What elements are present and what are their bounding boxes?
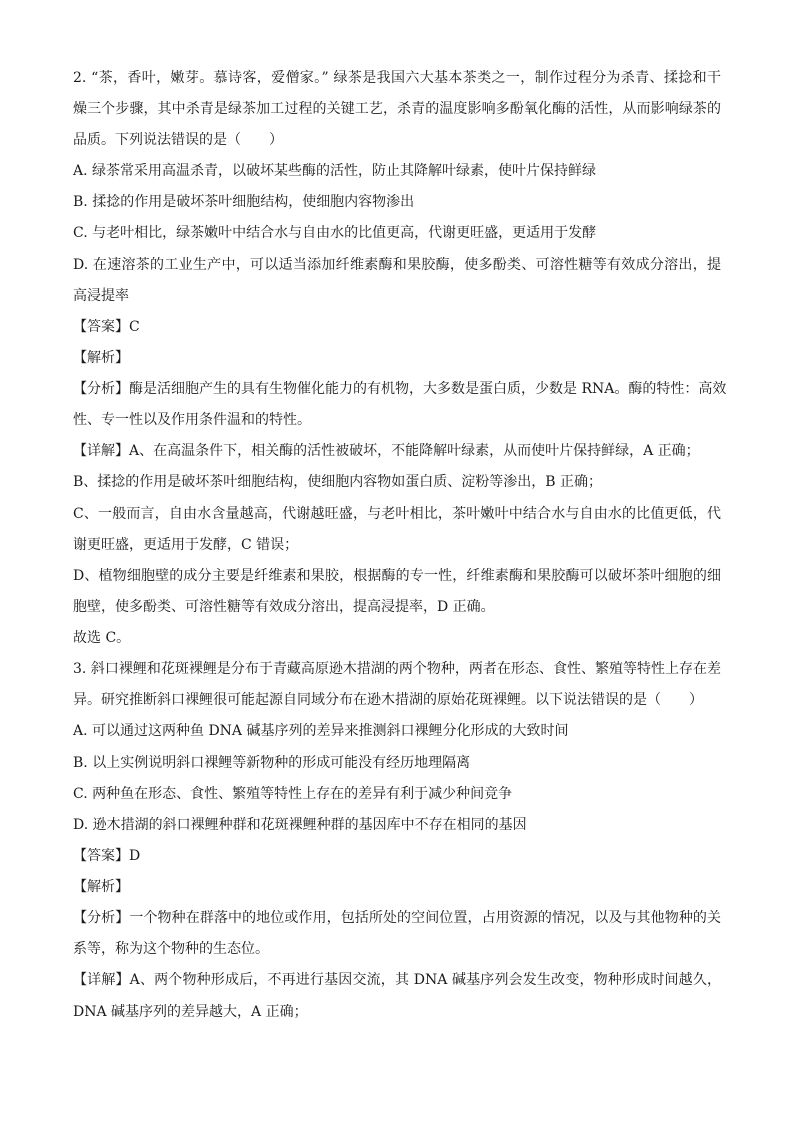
- q2-analysis-line-2: 性、专一性以及作用条件温和的特性。: [73, 412, 311, 428]
- q2-option-b: B. 揉捻的作用是破坏茶叶细胞结构，使细胞内容物渗出: [73, 194, 415, 210]
- q2-conclusion: 故选 C。: [73, 630, 131, 646]
- q2-detail-line-5: D、植物细胞壁的成分主要是纤维素和果胶，根据酶的专一性，纤维素酶和果胶酶可以破坏茶叶细胞的细: [73, 568, 721, 584]
- q3-analysis-title: 【解析】: [73, 879, 129, 895]
- q3-option-b: B. 以上实例说明斜口裸鲤等新物种的形成可能没有经历地理隔离: [73, 755, 471, 771]
- q3-option-d: D. 逊木措湖的斜口裸鲤种群和花斑裸鲤种群的基因库中不存在相同的基因: [73, 817, 527, 833]
- q3-analysis-line-1: 【分析】一个物种在群落中的地位或作用，包括所处的空间位置，占用资源的情况，以及与其他物种的关: [73, 910, 721, 926]
- q3-stem-line-2: 异。研究推断斜口裸鲤很可能起源自同域分布在逊木措湖的原始花斑裸鲤。以下说法错误的是（ ）: [73, 692, 703, 708]
- q2-detail-line-4: 谢更旺盛，更适用于发酵，C 错误；: [73, 537, 299, 553]
- q3-option-a: A. 可以通过这两种鱼 DNA 碱基序列的差异来推测斜口裸鲤分化形成的大致时间: [73, 723, 569, 739]
- q2-detail-line-6: 胞壁，使多酚类、可溶性糖等有效成分溶出，提高浸提率，D 正确。: [73, 599, 495, 615]
- q2-stem-line-3: 品质。下列说法错误的是（ ）: [73, 132, 283, 148]
- q2-detail-line-1: 【详解】A、在高温条件下，相关酶的活性被破坏，不能降解叶绿素，从而使叶片保持鲜绿，A 正确；: [73, 443, 700, 459]
- q2-analysis-line-1: 【分析】酶是活细胞产生的具有生物催化能力的有机物，大多数是蛋白质，少数是 RNA。酶的特性：高效: [73, 381, 727, 397]
- q2-option-a: A. 绿茶常采用高温杀青，以破坏某些酶的活性，防止其降解叶绿素，使叶片保持鲜绿: [73, 163, 597, 179]
- q3-detail-line-1: 【详解】A、两个物种形成后，不再进行基因交流，其 DNA 碱基序列会发生改变，物种形成时间越久，: [73, 972, 721, 988]
- q2-detail-line-3: C、一般而言，自由水含量越高，代谢越旺盛，与老叶相比，茶叶嫩叶中结合水与自由水的比值更低，代: [73, 506, 721, 522]
- q3-stem-line-1: 3. 斜口裸鲤和花斑裸鲤是分布于青藏高原逊木措湖的两个物种，两者在形态、食性、繁殖等特性上存在差: [73, 661, 721, 677]
- q2-stem-line-2: 燥三个步骤，其中杀青是绿茶加工过程的关键工艺，杀青的温度影响多酚氧化酶的活性，从而影响绿茶的: [73, 101, 721, 117]
- q2-option-d-line-1: D. 在速溶茶的工业生产中，可以适当添加纤维素酶和果胶酶，使多酚类、可溶性糖等有效成分溶出，提: [73, 257, 721, 273]
- q2-option-d-line-2: 高浸提率: [73, 288, 129, 304]
- q2-answer: 【答案】C: [73, 319, 140, 335]
- q2-option-c: C. 与老叶相比，绿茶嫩叶中结合水与自由水的比值更高，代谢更旺盛，更适用于发酵: [73, 225, 597, 241]
- q3-option-c: C. 两种鱼在形态、食性、繁殖等特性上存在的差异有利于减少种间竞争: [73, 786, 513, 802]
- q2-stem-line-1: 2. “茶，香叶，嫩芽。慕诗客，爱僧家。” 绿茶是我国六大基本茶类之一，制作过程分为杀青、揉捻和干: [73, 70, 721, 86]
- q2-detail-line-2: B、揉捻的作用是破坏茶叶细胞结构，使细胞内容物如蛋白质、淀粉等渗出，B 正确；: [73, 474, 603, 490]
- q3-answer: 【答案】D: [73, 848, 141, 864]
- q3-detail-line-2: DNA 碱基序列的差异越大，A 正确；: [73, 1004, 308, 1020]
- q2-analysis-title: 【解析】: [73, 350, 129, 366]
- q3-analysis-line-2: 系等，称为这个物种的生态位。: [73, 941, 269, 957]
